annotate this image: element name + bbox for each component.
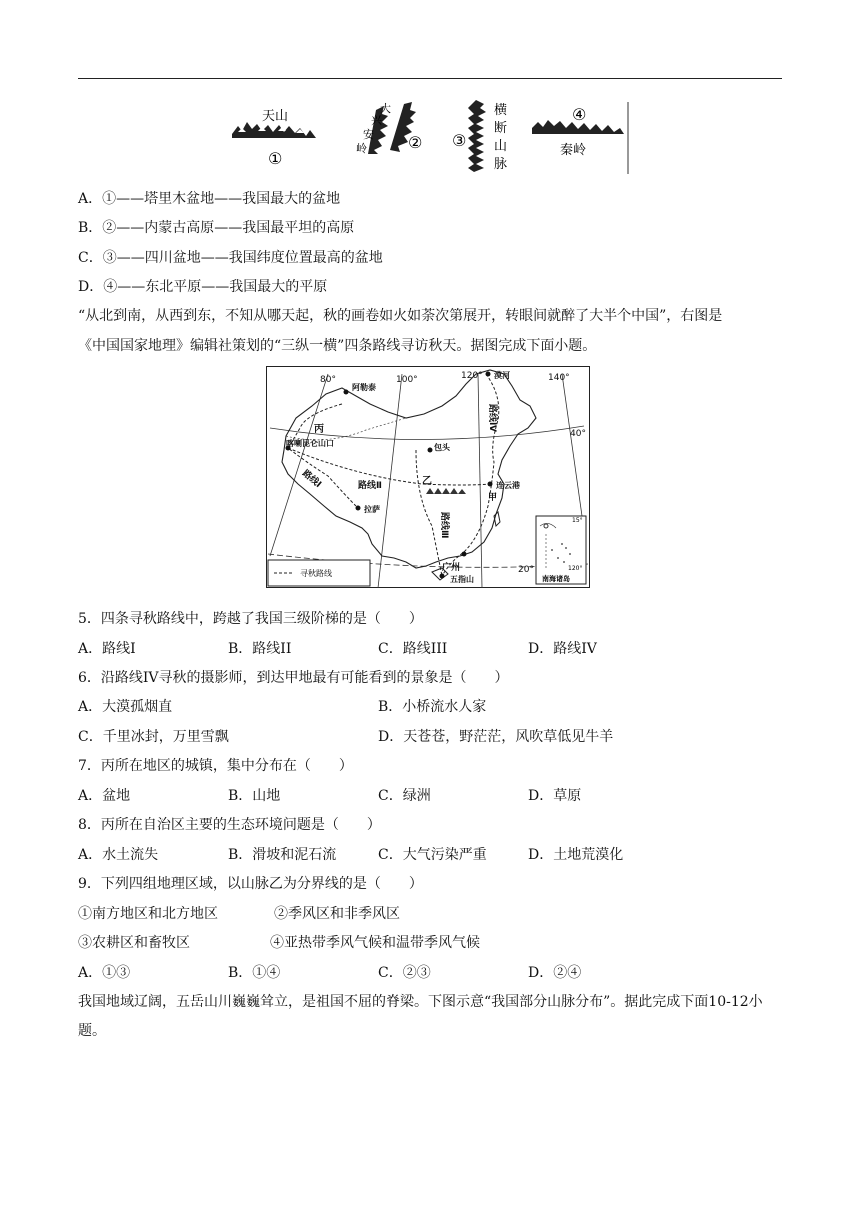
wuzhishan-dot <box>440 574 445 579</box>
q9-option-d: D．②④ <box>528 965 582 981</box>
q5-option-c: C．路线III <box>378 641 448 657</box>
q6-option-c: C．千里冰封，万里雪飘 <box>78 729 229 745</box>
number-4-label: ④ <box>572 105 587 124</box>
lasa-label: 拉萨 <box>364 505 380 514</box>
daxinganling-char-1: 大 <box>380 102 391 115</box>
guangzhou-dot <box>462 552 467 557</box>
mountains-intro-paragraph: 我国地域辽阔，五岳山川巍巍耸立，是祖国不屈的脊梁。下图示意“我国部分山脉分布”。据此完成下面10-12小题。 <box>78 994 763 1039</box>
lasa-dot <box>356 506 361 511</box>
daxinganling-char-2: 兴 <box>371 114 382 127</box>
baotou-label: 包头 <box>434 443 450 452</box>
route-1-label: 路线Ⅰ <box>300 468 323 491</box>
guangzhou-label: 广州 <box>442 563 461 573</box>
lon-140-label: 140° <box>548 373 570 383</box>
autumn-intro-line-1: “从北到南，从西到东，不知从哪天起，秋的画卷如火如荼次第展开，转眼间就醉了大半个中国”，右图是 <box>78 308 723 324</box>
q7-option-d: D．草原 <box>528 788 582 804</box>
hengduan-char-2: 断 <box>494 121 508 136</box>
q7-stem: 7．丙所在地区的城镇，集中分布在（ ） <box>78 758 353 774</box>
yi-label: 乙 <box>422 476 432 487</box>
wuzhishan-label: 五指山 <box>450 575 474 584</box>
mohe-label: 漠河 <box>494 371 510 380</box>
q9-item-1: ①南方地区和北方地区 <box>78 906 218 922</box>
daxinganling-char-3: 安 <box>363 128 374 141</box>
south-china-sea-inset <box>536 516 586 584</box>
bing-label: 丙 <box>314 424 324 435</box>
number-1-label: ① <box>268 149 283 168</box>
lon-80-label: 80° <box>320 375 336 385</box>
q6-stem: 6．沿路线IV寻秋的摄影师，到达甲地最有可能看到的景象是（ ） <box>78 670 509 686</box>
q6-option-b: B．小桥流水人家 <box>378 699 487 715</box>
q8-option-d: D．土地荒漠化 <box>528 847 624 863</box>
q8-option-b: B．滑坡和泥石流 <box>228 847 337 863</box>
autumn-intro-line-2: 《中国国家地理》编辑社策划的“三纵一横”四条路线寻访秋天。据图完成下面小题。 <box>78 338 597 354</box>
route-2-label: 路线Ⅱ <box>358 481 382 491</box>
mohe-dot <box>486 372 491 377</box>
tianshan-label: 天山 <box>262 109 289 124</box>
hengduan-char-3: 山 <box>494 139 508 154</box>
number-2-label: ② <box>408 133 423 152</box>
daxinganling-char-4: 岭 <box>356 142 367 155</box>
q5-option-b: B．路线II <box>228 641 292 657</box>
q7-option-a: A．盆地 <box>78 788 131 804</box>
inset-lon-label: 120° <box>568 565 583 572</box>
q4-option-a: A．①——塔里木盆地——我国最大的盆地 <box>78 191 341 207</box>
legend-label: 寻秋路线 <box>300 569 332 578</box>
q9-stem: 9．下列四组地理区域，以山脉乙为分界线的是（ ） <box>78 876 423 892</box>
autumn-routes-map <box>266 366 590 588</box>
hengduan-range-icon <box>468 100 486 172</box>
inset-title: 南海诸岛 <box>542 575 570 583</box>
q9-option-a: A．①③ <box>78 965 131 981</box>
lat-40-label: 40° <box>570 429 586 439</box>
aletai-dot <box>344 390 349 395</box>
q9-item-3: ③农耕区和畜牧区 <box>78 935 190 951</box>
q5-option-d: D．路线IV <box>528 641 597 657</box>
map-legend <box>268 560 370 586</box>
q9-option-c: C．②③ <box>378 965 431 981</box>
q9-item-4: ④亚热带季风气候和温带季风气候 <box>270 935 480 951</box>
header-rule <box>78 78 782 79</box>
q4-option-b: B．②——内蒙古高原——我国最平坦的高原 <box>78 220 355 236</box>
inset-lat-label: 15° <box>572 517 583 524</box>
q9-item-2: ②季风区和非季风区 <box>274 906 400 922</box>
q5-option-a: A．路线I <box>78 641 136 657</box>
q7-option-c: C．绿洲 <box>378 788 431 804</box>
tianshan-range-icon <box>232 122 316 138</box>
q4-option-d: D．④——东北平原——我国最大的平原 <box>78 279 328 295</box>
baotou-dot <box>428 448 433 453</box>
q8-option-c: C．大气污染严重 <box>378 847 487 863</box>
route-4-label: 路线Ⅳ <box>487 404 497 432</box>
lon-100-label: 100° <box>396 375 418 385</box>
lianyungang-dot <box>488 482 493 487</box>
mountain-range-figure <box>228 98 632 178</box>
jia-label: 甲 <box>488 493 498 503</box>
q6-option-d: D．天苍苍，野茫茫，风吹草低见牛羊 <box>378 729 614 745</box>
lat-20-label: 20° <box>518 565 534 575</box>
lianyungang-label: 连云港 <box>496 481 520 490</box>
route-3-label: 路线Ⅲ <box>439 512 449 539</box>
hengduan-char-4: 脉 <box>494 157 508 172</box>
aletai-label: 阿勒泰 <box>352 383 376 392</box>
hengduan-char-1: 横 <box>494 103 508 118</box>
qinling-label: 秦岭 <box>560 143 587 158</box>
q8-option-a: A．水土流失 <box>78 847 159 863</box>
q4-option-c: C．③——四川盆地——我国纬度位置最高的盆地 <box>78 250 383 266</box>
lon-120-label: 120° <box>461 371 483 381</box>
number-3-label: ③ <box>452 131 467 150</box>
q6-option-a: A．大漠孤烟直 <box>78 699 173 715</box>
q9-option-b: B．①④ <box>228 965 281 981</box>
q7-option-b: B．山地 <box>228 788 281 804</box>
q8-stem: 8．丙所在自治区主要的生态环境问题是（ ） <box>78 817 381 833</box>
q5-stem: 5．四条寻秋路线中，跨越了我国三级阶梯的是（ ） <box>78 611 423 627</box>
kala-label: 喀喇昆仑山口 <box>286 439 334 448</box>
